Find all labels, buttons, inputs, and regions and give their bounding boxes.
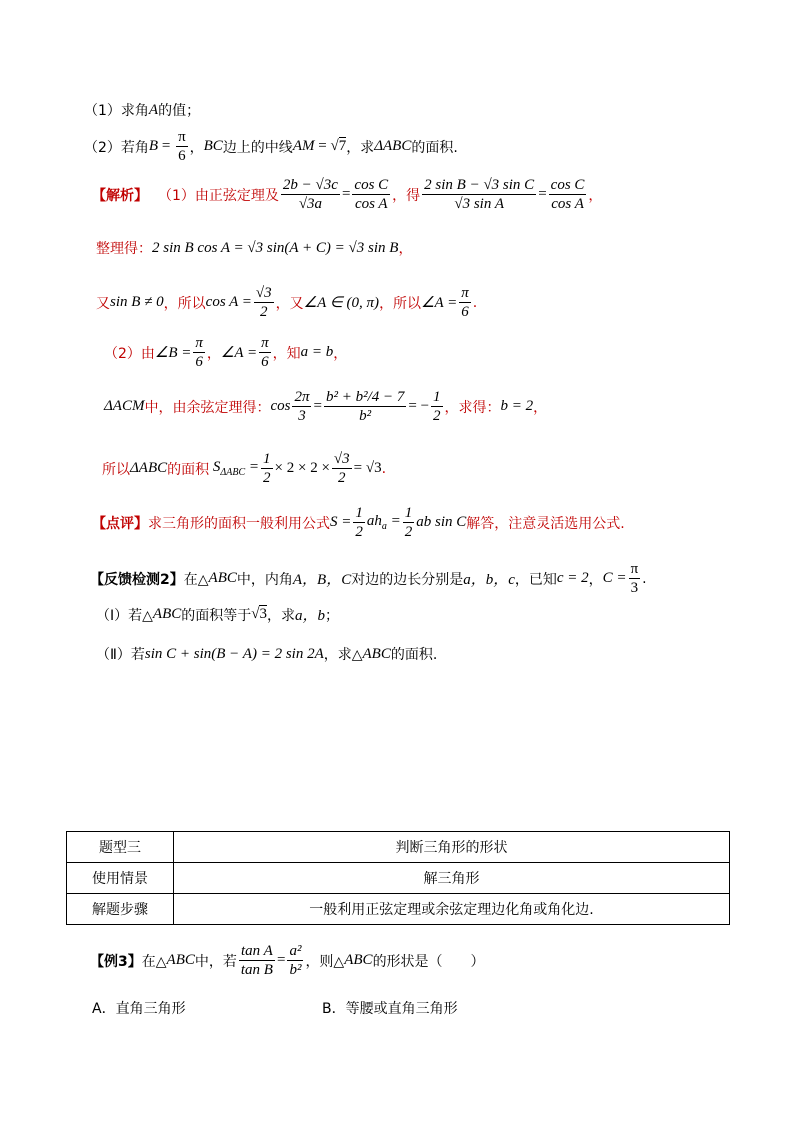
table-value: 一般利用正弦定理或余弦定理边化角或角化边. xyxy=(174,894,730,925)
table-label: 解题步骤 xyxy=(67,894,174,925)
solution-line-6: 所以 ΔABC 的面积 $S_{\Delta ABC}$ = $\frac{1}{2}$ × 2 × 2 × $\frac{√3}{2}$ = √3 . xyxy=(102,451,387,486)
ex-c: ，则△ xyxy=(305,953,345,970)
solution-line-1: 【解析】 （1）由正弦定理及 $\frac{2b - √3c}{√3a}$ = $\frac{\text{cos C}}{\text{cos A}}$ ，得 $\frac{\text{2 sin B − √3 sin C}}{\text{√3 sin A}}$ = $\frac{\text{cos C}}{\text{cos A}}$ ， xyxy=(92,177,603,212)
sol6-a: 所以 xyxy=(102,461,130,478)
fb2-c: 的面积. xyxy=(390,647,438,663)
solution-line-3: 又 sin B ≠ 0 ，所以 cos A = $\frac{√3}{2}$ ，又 ∠A ∈ (0, π) ，所以 ∠A = $\frac{\pi}{6}$ . xyxy=(96,285,478,320)
q2-start: （2）若角 xyxy=(84,139,149,156)
comment-a: 求三角形的面积一般利用公式 xyxy=(148,515,330,532)
table-row xyxy=(67,832,730,863)
q1-text: （1）求角 xyxy=(84,103,149,119)
table-value: 解三角形 xyxy=(174,863,730,894)
q2-bc: BC xyxy=(203,138,223,154)
option-a xyxy=(92,998,186,1018)
sol4-b: ，知 xyxy=(272,345,301,362)
fb1-c: ，求 xyxy=(266,607,295,624)
sol3-a: 又 xyxy=(96,295,110,312)
q2-am: AM xyxy=(292,138,315,154)
q2-end: ，求 xyxy=(346,139,375,156)
sol5-c: ，求得： xyxy=(444,399,501,416)
fb1-b: 的面积等于 xyxy=(181,607,252,624)
table-label: 题型三 xyxy=(67,832,174,863)
comment-line: 【点评】 求三角形的面积一般利用公式 S = $\frac{1}{2}$ $ah_a$ = $\frac{1}{2}$ ab sin C 解答，注意灵活选用公式. xyxy=(92,505,625,540)
question-2: （2）若角 B = $\frac{\pi}{6}$ ， BC 边上的中线 AM = √7 ，求 ΔABC 的面积. xyxy=(84,129,458,164)
fb1-a: （Ⅰ）若△ xyxy=(96,607,153,624)
fb-c: 对边的边长分别是 xyxy=(351,571,464,588)
feedback-sub-2: （Ⅱ）若 sin C + sin(B − A) = 2 sin 2A ，求△ ABC 的面积. xyxy=(96,645,438,663)
fb-a: 在△ xyxy=(183,571,209,588)
sol6-c: 的面积 xyxy=(167,461,210,478)
sol3-b: ，所以 xyxy=(163,295,206,312)
ex-a: 在△ xyxy=(141,953,167,970)
q1-var: A xyxy=(148,101,159,118)
sol5-b: 中，由余弦定理得： xyxy=(144,399,271,416)
option-a-text: A．直角三角形 xyxy=(92,1001,186,1017)
fb-tri: ABC xyxy=(208,570,237,586)
solution-line-5: ΔACM 中，由余弦定理得： cos $\frac{2\pi}{3}$ = $\frac{\text{b² + b²/4 − 7}}{\text{b²}}$ = − $\frac{1}{2}$ ，求得： b = 2 ， xyxy=(104,389,548,424)
option-b-text: B．等腰或直角三角形 xyxy=(322,1001,458,1017)
table-value: 判断三角形的形状 xyxy=(174,832,730,863)
table-row xyxy=(67,894,730,925)
sol2-a: 整理得： xyxy=(96,241,152,257)
feedback-line: 【反馈检测2】 在△ ABC 中，内角 A，B，C 对边的边长分别是 a，b，c ，已知 c = 2 ， C = $\frac{\pi}{3}$ . xyxy=(90,561,647,596)
fb-d: ，已知 xyxy=(514,571,557,588)
q1-end: 的值； xyxy=(158,103,201,119)
fb-b: 中，内角 xyxy=(236,571,293,588)
q2-tri: ΔABC xyxy=(374,138,412,154)
info-table xyxy=(66,831,730,925)
sol4-a: （2）由 xyxy=(104,345,155,362)
ex-b: 中，若 xyxy=(194,953,237,970)
table-label: 使用情景 xyxy=(67,863,174,894)
solution-line-4: （2）由 ∠B = $\frac{\pi}{6}$ ， ∠A = $\frac{\pi}{6}$ ，知 a = b ， xyxy=(104,335,348,370)
sol1-b: ，得 xyxy=(392,187,421,204)
solution-line-2: 整理得： 2 sin B cos A = √3 sin(A + C) = √3 sin B ， xyxy=(96,239,413,257)
comment-b: 解答，注意灵活选用公式. xyxy=(466,515,625,532)
sol5-a: ΔACM xyxy=(104,398,145,414)
comment-tag: 【点评】 xyxy=(92,515,148,532)
solution-tag: 【解析】 xyxy=(92,187,148,204)
sol3-c: ，又 xyxy=(275,295,304,312)
sol1-a: （1）由正弦定理及 xyxy=(158,187,279,204)
fb2-a: （Ⅱ）若 xyxy=(96,647,145,663)
table-row xyxy=(67,863,730,894)
sol3-d: ，所以 xyxy=(379,295,422,312)
ex-d: 的形状是（ ） xyxy=(372,953,485,970)
feedback-tag: 【反馈检测2】 xyxy=(90,571,184,588)
q2-end2: 的面积. xyxy=(411,139,458,156)
sol6-b: ΔABC xyxy=(130,460,168,476)
option-b xyxy=(322,998,458,1018)
feedback-sub-1: （Ⅰ）若△ ABC 的面积等于 √3 ，求 a，b ； xyxy=(96,606,339,624)
fb2-b: ，求△ xyxy=(323,647,363,663)
fb-e: ， xyxy=(588,571,603,588)
example-tag: 【例3】 xyxy=(90,953,142,970)
question-1 xyxy=(84,100,200,120)
q2-median: 边上的中线 xyxy=(222,139,293,156)
example-3-line: 【例3】 在△ ABC 中，若 $\frac{\text{tan A}}{\text{tan B}}$ = $\frac{\text{a²}}{\text{b²}}$ ，则△ ABC 的形状是（ ） xyxy=(90,943,485,978)
